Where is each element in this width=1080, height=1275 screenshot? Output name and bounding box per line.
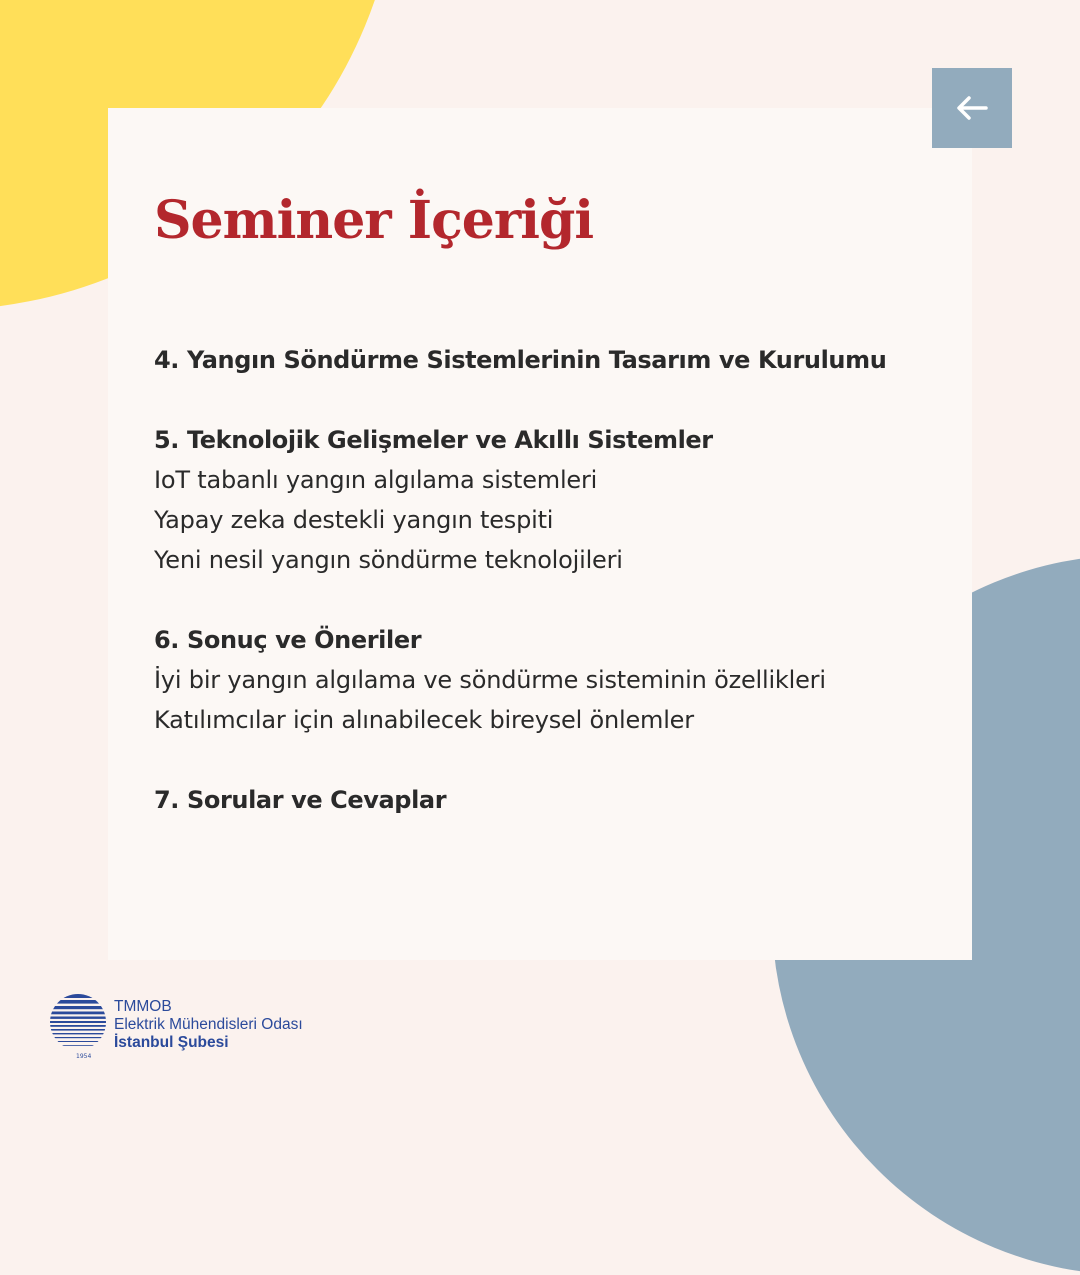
page-title: Seminer İçeriği [154, 190, 594, 251]
chamber-name: Elektrik Mühendisleri Odası [114, 1016, 303, 1033]
svg-text:1954: 1954 [76, 1053, 92, 1060]
list-item: Katılımcılar için alınabilecek bireysel önlemler [154, 706, 694, 734]
list-item: Yeni nesil yangın söndürme teknolojileri [154, 546, 623, 574]
org-name: TMMOB [114, 998, 172, 1015]
back-button[interactable] [932, 68, 1012, 148]
section-heading: 7. Sorular ve Cevaplar [154, 786, 447, 814]
list-item: Yapay zeka destekli yangın tespiti [154, 506, 554, 534]
branch-name: İstanbul Şubesi [114, 1034, 229, 1051]
footer-text [114, 998, 303, 1052]
section-heading: 4. Yangın Söndürme Sistemlerinin Tasarım ve Kurulumu [154, 346, 887, 374]
list-item: IoT tabanlı yangın algılama sistemleri [154, 466, 598, 494]
section-heading: 5. Teknolojik Gelişmeler ve Akıllı Sistemler [154, 426, 713, 454]
seminar-content-list [154, 340, 934, 820]
emo-logo-icon [50, 992, 110, 1062]
list-item: İyi bir yangın algılama ve söndürme sisteminin özellikleri [154, 666, 826, 694]
section-heading: 6. Sonuç ve Öneriler [154, 626, 422, 654]
arrow-left-icon [952, 93, 992, 123]
